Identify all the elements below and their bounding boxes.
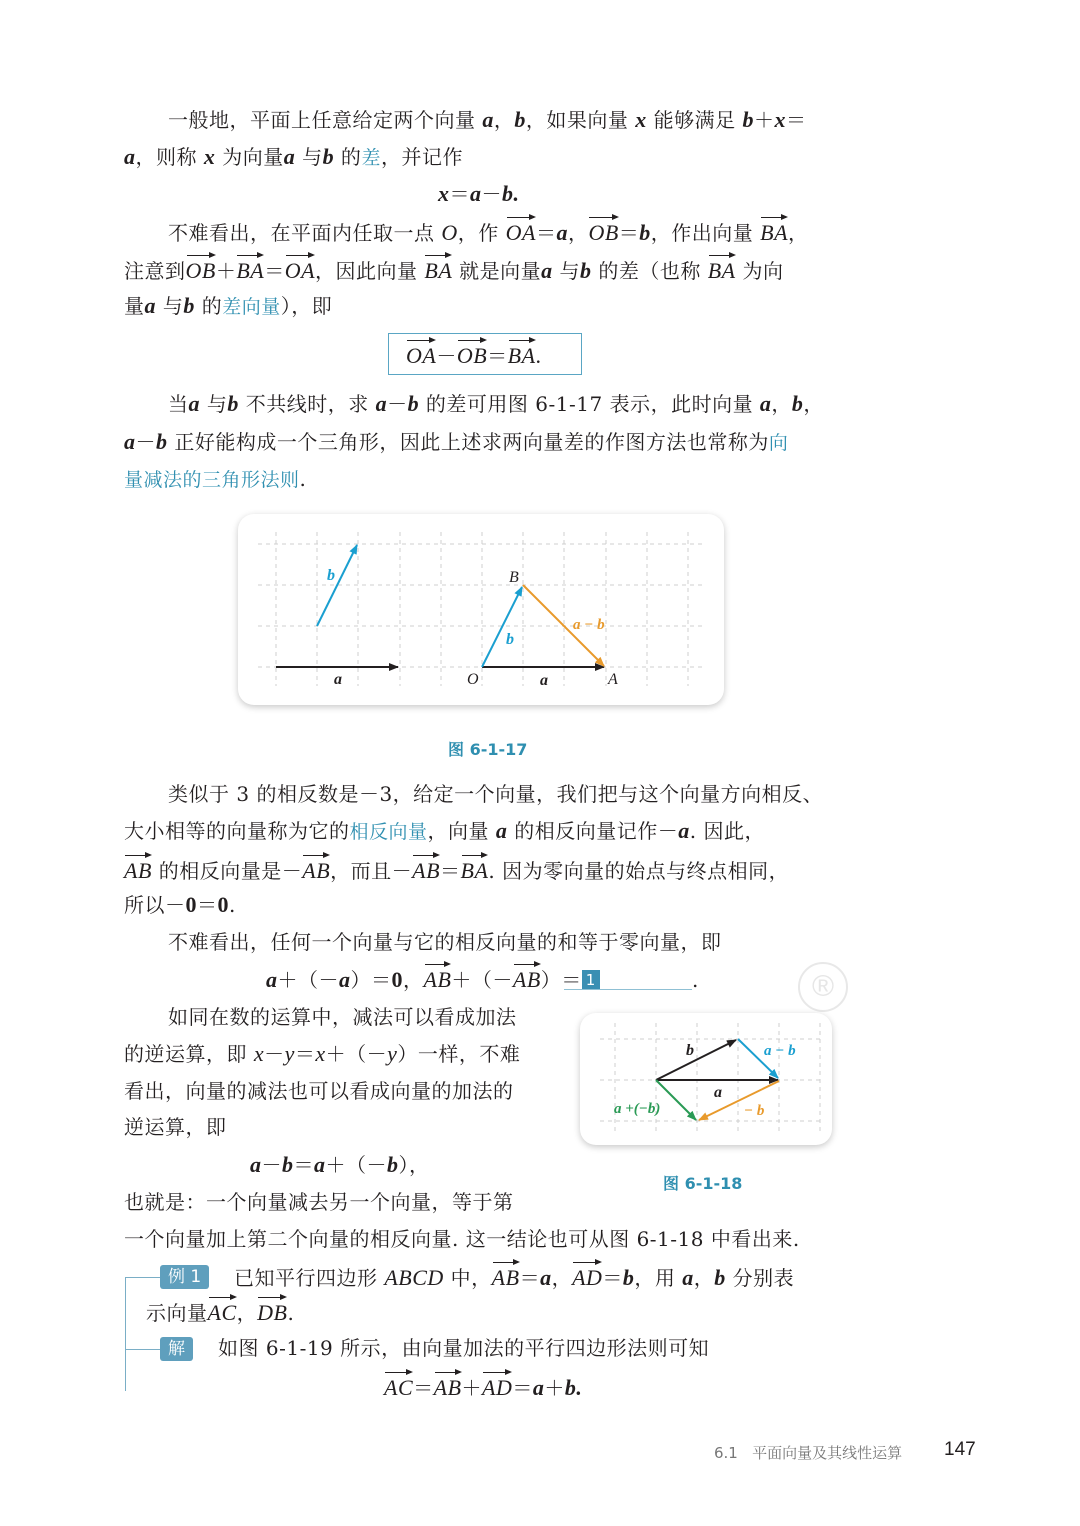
text: 不难看出，任何一个向量与它的相反向量的和等于零向量，即 bbox=[168, 930, 722, 954]
para7-line1 bbox=[124, 1188, 514, 1216]
label-a-minus-b: a − b bbox=[573, 617, 605, 633]
text: 一个向量加上第二个向量的相反向量. 这一结论也可从图 6-1-18 中看出来. bbox=[124, 1227, 800, 1251]
vector-b: b bbox=[742, 107, 754, 132]
text: ，而且－ bbox=[330, 859, 413, 883]
vector-b: b bbox=[322, 144, 335, 169]
vector-b: b bbox=[156, 429, 168, 454]
figure-6-1-18 bbox=[580, 1013, 832, 1145]
vector-a: a bbox=[540, 1265, 552, 1290]
figure-6-1-18-caption: 图 6-1-18 bbox=[663, 1174, 743, 1193]
label-a-right: a bbox=[540, 672, 548, 689]
text: ，作 bbox=[457, 221, 506, 245]
vector-AD: AD bbox=[572, 1262, 602, 1292]
point-O: O bbox=[441, 220, 458, 245]
equals: ＝ bbox=[487, 344, 508, 368]
blank-period: . bbox=[692, 968, 699, 992]
text: ，向量 bbox=[427, 819, 496, 843]
vector-b: b bbox=[639, 220, 651, 245]
vector-OB: OB bbox=[186, 255, 216, 285]
vector-b: b bbox=[564, 1375, 577, 1400]
text: 与 bbox=[200, 392, 228, 416]
para1-line1 bbox=[168, 106, 806, 134]
vector-b bbox=[656, 1040, 736, 1080]
vector-b: b bbox=[580, 258, 592, 283]
term-triangle-rule: 量减法的三角形法则 bbox=[124, 469, 300, 491]
text: . 因此， bbox=[689, 819, 765, 843]
para1-line2 bbox=[124, 143, 463, 172]
text: ）＝ bbox=[540, 968, 582, 992]
text: 为向 bbox=[735, 259, 784, 283]
vector-a: a bbox=[124, 429, 136, 454]
para6-line3 bbox=[124, 1077, 514, 1105]
text: ，则称 bbox=[135, 145, 204, 169]
vector-AC: AC bbox=[384, 1372, 413, 1402]
vector-a: a bbox=[144, 293, 156, 318]
minus: － bbox=[436, 344, 457, 368]
vector-OA: OA bbox=[406, 340, 436, 370]
period: . bbox=[287, 1301, 295, 1325]
var-x: x bbox=[253, 1041, 265, 1066]
parallelogram-ABCD: ABCD bbox=[384, 1265, 444, 1290]
text: 不难看出，在平面内任取一点 bbox=[168, 221, 442, 245]
equals: ＝ bbox=[294, 1042, 316, 1066]
para4-line1 bbox=[168, 780, 823, 808]
example-bracket-line bbox=[125, 1277, 126, 1391]
solution-bracket-tick bbox=[125, 1349, 161, 1350]
text: ），即 bbox=[280, 294, 333, 318]
vector-BA: BA bbox=[236, 255, 264, 285]
solution-badge: 解 bbox=[160, 1337, 193, 1361]
figure-6-1-18-diagram bbox=[580, 1013, 832, 1145]
text: ，因此向量 bbox=[315, 259, 425, 283]
vector-a: a bbox=[266, 967, 278, 992]
period: . bbox=[535, 343, 542, 368]
figure-6-1-17-caption: 图 6-1-17 bbox=[448, 740, 528, 759]
vector-a: a bbox=[759, 391, 772, 416]
vector-b: b bbox=[791, 391, 804, 416]
text: 如同在数的运算中，减法可以看成加法 bbox=[168, 1005, 517, 1029]
text: 与 bbox=[552, 259, 581, 283]
vector-b: b bbox=[714, 1265, 726, 1290]
vector-b: b bbox=[227, 391, 239, 416]
var-y: y bbox=[284, 1041, 295, 1066]
vector-AB: AB bbox=[302, 855, 330, 885]
text: 大小相等的向量称为它的 bbox=[124, 819, 350, 843]
text: 当 bbox=[168, 392, 189, 416]
vector-a: a bbox=[314, 1152, 326, 1177]
text: 逆运算，即 bbox=[124, 1115, 227, 1139]
text: . 因为零向量的始点与终点相同， bbox=[488, 859, 790, 883]
vector-OA: OA bbox=[506, 217, 536, 247]
text: 的 bbox=[334, 145, 362, 169]
equals: ＝ bbox=[519, 1266, 541, 1290]
solution-line1 bbox=[218, 1334, 709, 1362]
vector-b: b bbox=[282, 1152, 294, 1177]
vector-OB bbox=[482, 587, 522, 667]
registered-watermark: ® bbox=[798, 962, 848, 1012]
text: ）， bbox=[398, 1153, 430, 1177]
boxed-equation-text bbox=[406, 340, 542, 370]
text: ， bbox=[803, 392, 824, 416]
text: 的差（也称 bbox=[591, 259, 708, 283]
vector-a: a bbox=[495, 818, 508, 843]
vector-a: a bbox=[250, 1152, 262, 1177]
vector-b: b bbox=[387, 1152, 399, 1177]
zero-vector: 0 bbox=[217, 892, 229, 917]
para3-line1 bbox=[168, 390, 824, 418]
text: 已知平行四边形 bbox=[234, 1266, 385, 1290]
example-badge: 例 1 bbox=[160, 1265, 209, 1289]
solution-equation bbox=[384, 1372, 582, 1402]
equals: ＝ bbox=[197, 893, 218, 917]
text: 也就是：一个向量减去另一个向量，等于第 bbox=[124, 1190, 514, 1214]
equals: ＝ bbox=[413, 1376, 434, 1400]
zero-vector: 0 bbox=[391, 967, 403, 992]
vector-b: b bbox=[502, 181, 514, 206]
minus: － bbox=[135, 430, 156, 454]
text: ＋（－ bbox=[451, 968, 513, 992]
text: ， bbox=[551, 1266, 573, 1290]
example-line1 bbox=[234, 1262, 794, 1292]
text: ， bbox=[236, 1301, 258, 1325]
para6-line2 bbox=[124, 1040, 520, 1068]
plus: ＋ bbox=[461, 1376, 483, 1400]
label-a-minus-b: a − b bbox=[764, 1043, 796, 1059]
label-b-right: b bbox=[506, 631, 514, 648]
vector-a: a bbox=[283, 144, 296, 169]
text: 能够满足 bbox=[646, 108, 743, 132]
text: 示向量 bbox=[146, 1301, 208, 1325]
text: 与 bbox=[295, 145, 323, 169]
vector-b: b bbox=[514, 107, 526, 132]
text: 就是向量 bbox=[452, 259, 542, 283]
text: ，如果向量 bbox=[525, 108, 636, 132]
label-a: a bbox=[714, 1084, 722, 1101]
text: 为向量 bbox=[215, 145, 284, 169]
vector-AB: AB bbox=[513, 964, 541, 994]
vector-b: b bbox=[407, 391, 420, 416]
text: 一般地，平面上任意给定两个向量 bbox=[168, 108, 483, 132]
term-difference: 差 bbox=[361, 147, 381, 169]
para4-line3 bbox=[124, 855, 789, 885]
text: 与 bbox=[156, 294, 184, 318]
vector-OB: OB bbox=[588, 217, 618, 247]
vector-BA: BA bbox=[424, 255, 452, 285]
text: 的相反向量记作－ bbox=[507, 819, 679, 843]
vector-a: a bbox=[124, 144, 136, 169]
text: ， bbox=[788, 221, 809, 245]
text: 的差可用图 6-1-17 表示，此时向量 bbox=[419, 392, 760, 416]
text: ， bbox=[493, 108, 515, 132]
para2-line3 bbox=[124, 292, 332, 321]
para3-line2 bbox=[124, 428, 788, 457]
example-line2 bbox=[146, 1297, 294, 1327]
vector-a: a bbox=[678, 818, 690, 843]
equation-opposite-sum bbox=[266, 964, 600, 994]
text: 如图 6-1-19 所示，由向量加法的平行四边形法则可知 bbox=[218, 1336, 710, 1360]
label-point-O: O bbox=[467, 671, 479, 688]
vector-AC: AC bbox=[208, 1297, 237, 1327]
text: 的逆运算，即 bbox=[124, 1042, 254, 1066]
equals: ＝ bbox=[264, 259, 285, 283]
text: ， bbox=[403, 968, 424, 992]
minus: － bbox=[264, 1042, 285, 1066]
text: 类似于 3 的相反数是－3，给定一个向量，我们把与这个向量方向相反、 bbox=[168, 782, 824, 806]
period: . bbox=[513, 181, 520, 206]
vector-DB: DB bbox=[257, 1297, 287, 1327]
fill-in-blank-1[interactable] bbox=[564, 989, 692, 990]
vector-OB: OB bbox=[457, 340, 487, 370]
text: ，并记作 bbox=[380, 145, 463, 169]
vector-BA: BA bbox=[708, 255, 736, 285]
text: 所以－ bbox=[124, 893, 186, 917]
para2-line2 bbox=[124, 255, 783, 285]
var-x: x bbox=[315, 1041, 326, 1066]
para4-line4 bbox=[124, 891, 236, 919]
vector-AB: AB bbox=[434, 1372, 462, 1402]
page-number: 147 bbox=[944, 1439, 976, 1460]
label-a-plus-neg-b: a +(−b) bbox=[614, 1101, 661, 1117]
vector-BA: BA bbox=[461, 855, 489, 885]
vector-a: a bbox=[541, 258, 553, 283]
equals: ＝ bbox=[785, 108, 807, 132]
equals: ＝ bbox=[535, 221, 557, 245]
vector-AB: AB bbox=[124, 855, 152, 885]
text: 看出，向量的减法也可以看成向量的加法的 bbox=[124, 1079, 514, 1103]
para7-line2 bbox=[124, 1225, 800, 1253]
term-difference-vector: 差向量 bbox=[222, 296, 281, 318]
vector-a: a bbox=[482, 107, 494, 132]
para2-line1 bbox=[168, 217, 809, 247]
term-triangle-rule: 向 bbox=[768, 432, 789, 454]
minus: － bbox=[481, 182, 502, 206]
text: ， bbox=[771, 392, 792, 416]
text: 的 bbox=[194, 294, 223, 318]
para5-line1 bbox=[168, 928, 722, 956]
text: ，用 bbox=[634, 1266, 683, 1290]
equation-a-minus-b-equals bbox=[250, 1151, 430, 1179]
plus: ＋ bbox=[753, 108, 775, 132]
text: ）一样，不难 bbox=[397, 1042, 521, 1066]
example-bracket-tick bbox=[125, 1277, 161, 1278]
equals: ＝ bbox=[449, 182, 470, 206]
vector-a: a bbox=[556, 220, 568, 245]
plus: ＋ bbox=[215, 259, 237, 283]
label-b: b bbox=[686, 1042, 694, 1059]
text: 中， bbox=[443, 1266, 492, 1290]
equals: ＝ bbox=[602, 1266, 623, 1290]
vector-x: x bbox=[438, 181, 450, 206]
label-b-left: b bbox=[327, 567, 335, 584]
vector-AB: AB bbox=[424, 964, 452, 994]
vector-a: a bbox=[188, 391, 200, 416]
text: ＋（－ bbox=[325, 1153, 387, 1177]
vector-a: a bbox=[470, 181, 482, 206]
text: 的相反向量是－ bbox=[151, 859, 303, 883]
equals: ＝ bbox=[440, 859, 461, 883]
text: 量 bbox=[124, 294, 145, 318]
text: 注意到 bbox=[124, 259, 186, 283]
figure-6-1-17-diagram bbox=[238, 514, 724, 705]
label-point-B: B bbox=[509, 569, 519, 586]
label-a-left: a bbox=[334, 671, 342, 688]
equation-x-equals-a-minus-b bbox=[438, 180, 520, 208]
vector-AD: AD bbox=[482, 1372, 512, 1402]
vector-a: a bbox=[532, 1375, 545, 1400]
vector-AB: AB bbox=[492, 1262, 520, 1292]
vector-a: a bbox=[682, 1265, 694, 1290]
period: . bbox=[299, 467, 307, 491]
equals: ＝ bbox=[618, 221, 640, 245]
para6-line1 bbox=[168, 1003, 517, 1031]
text: ， bbox=[567, 221, 589, 245]
para3-line3 bbox=[124, 465, 306, 494]
text: ，作出向量 bbox=[650, 221, 761, 245]
vector-OA: OA bbox=[285, 255, 315, 285]
vector-AB: AB bbox=[412, 855, 440, 885]
figure-6-1-17 bbox=[238, 514, 724, 705]
label-neg-b: − b bbox=[744, 1103, 765, 1119]
period: . bbox=[576, 1375, 583, 1400]
period: . bbox=[229, 893, 236, 917]
text: ）＝ bbox=[350, 968, 392, 992]
vector-b: b bbox=[183, 293, 195, 318]
text: 不共线时，求 bbox=[238, 392, 376, 416]
para6-line4 bbox=[124, 1113, 227, 1141]
text: ， bbox=[693, 1266, 715, 1290]
text: 正好能构成一个三角形，因此上述求两向量差的作图方法也常称为 bbox=[167, 430, 769, 454]
vector-neg-b bbox=[699, 1081, 779, 1120]
text: 分别表 bbox=[725, 1266, 795, 1290]
plus: ＋ bbox=[544, 1376, 565, 1400]
text: ＋（－ bbox=[277, 968, 339, 992]
vector-x: x bbox=[203, 144, 216, 169]
minus: － bbox=[261, 1153, 282, 1177]
var-y: y bbox=[387, 1041, 398, 1066]
footer-section-title: 6.1 平面向量及其线性运算 bbox=[714, 1444, 903, 1462]
vector-BA: BA bbox=[508, 340, 536, 370]
vector-a: a bbox=[375, 391, 388, 416]
equals: ＝ bbox=[512, 1376, 533, 1400]
vector-BA: BA bbox=[760, 217, 788, 247]
text: ＋（－ bbox=[325, 1042, 388, 1066]
vector-x: x bbox=[635, 107, 647, 132]
vector-a: a bbox=[339, 967, 351, 992]
term-opposite-vector: 相反向量 bbox=[349, 821, 428, 843]
blank-number-badge: 1 bbox=[582, 970, 600, 990]
zero-vector: 0 bbox=[185, 892, 197, 917]
equals: ＝ bbox=[293, 1153, 314, 1177]
minus: － bbox=[387, 392, 408, 416]
vector-a-plus-neg-b bbox=[656, 1080, 696, 1120]
para4-line2 bbox=[124, 817, 765, 846]
vector-x: x bbox=[774, 107, 786, 132]
vector-b: b bbox=[622, 1265, 635, 1290]
label-point-A: A bbox=[608, 671, 618, 688]
